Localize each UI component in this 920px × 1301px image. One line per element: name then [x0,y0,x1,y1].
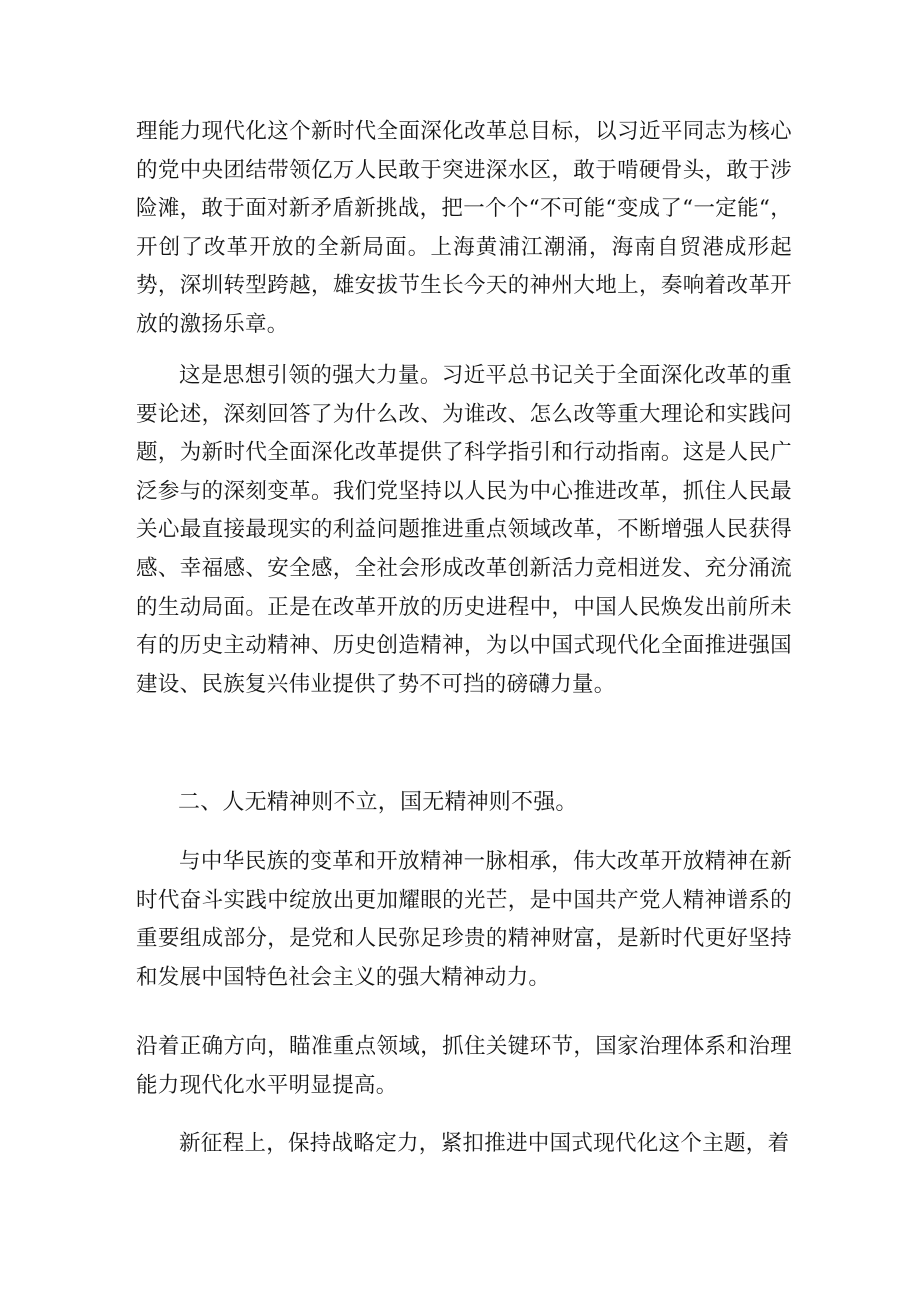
paragraph-new-journey: 新征程上，保持战略定力，紧扣推进中国式现代化这个主题，着 [179,1131,790,1156]
section-heading: 二、人无精神则不立，国无精神则不强。 [178,790,578,815]
paragraph-thought-guidance: 这是思想引领的强大力量。习近平总书记关于全面深化改革的重要论述，深刻回答了为什么改、为谁改、怎么改等重大理论和实践问题，为新时代全面深化改革提供了科学指引和行动指南。这是人民广泛参与的深刻变革。我们党坚持以人民为中心推进改革，抓住人民最关心最直接最现实的利益问题推进重点领域改革，不断增强人民获得感、幸福感、安全感，全社会形成改革创新活力竞相迸发、充分涌流的生动局面。正是在改革开放的历史进程中，中国人民焕发出前所未有的历史主动精神、历史创造精神，为以中国式现代化全面推进强国建设、民族复兴伟业提供了势不可挡的磅礴力量。 [136,363,792,697]
paragraph-reform-goal: 理能力现代化这个新时代全面深化改革总目标，以习近平同志为核心的党中央团结带领亿万人民敢于突进深水区，敢于啃硬骨头，敢于涉险滩，敢于面对新矛盾新挑战，把一个个“不可能“变成了“一定能“，开创了改革开放的全新局面。上海黄浦江潮涌，海南自贸港成形起势，深圳转型跨越，雄安拔节生长今天的神州大地上，奏响着改革开放的激扬乐章。 [136,119,792,337]
paragraph-reform-spirit: 与中华民族的变革和开放精神一脉相承，伟大改革开放精神在新时代奋斗实践中绽放出更加耀眼的光芒，是中国共产党人精神谱系的重要组成部分，是党和人民弥足珍贵的精神财富，是新时代更好坚持和发展中国特色社会主义的强大精神动力。 [136,849,792,990]
paragraph-governance: 沿着正确方向，瞄准重点领域，抓住关键环节，国家治理体系和治理能力现代化水平明显提高。 [136,1034,792,1098]
